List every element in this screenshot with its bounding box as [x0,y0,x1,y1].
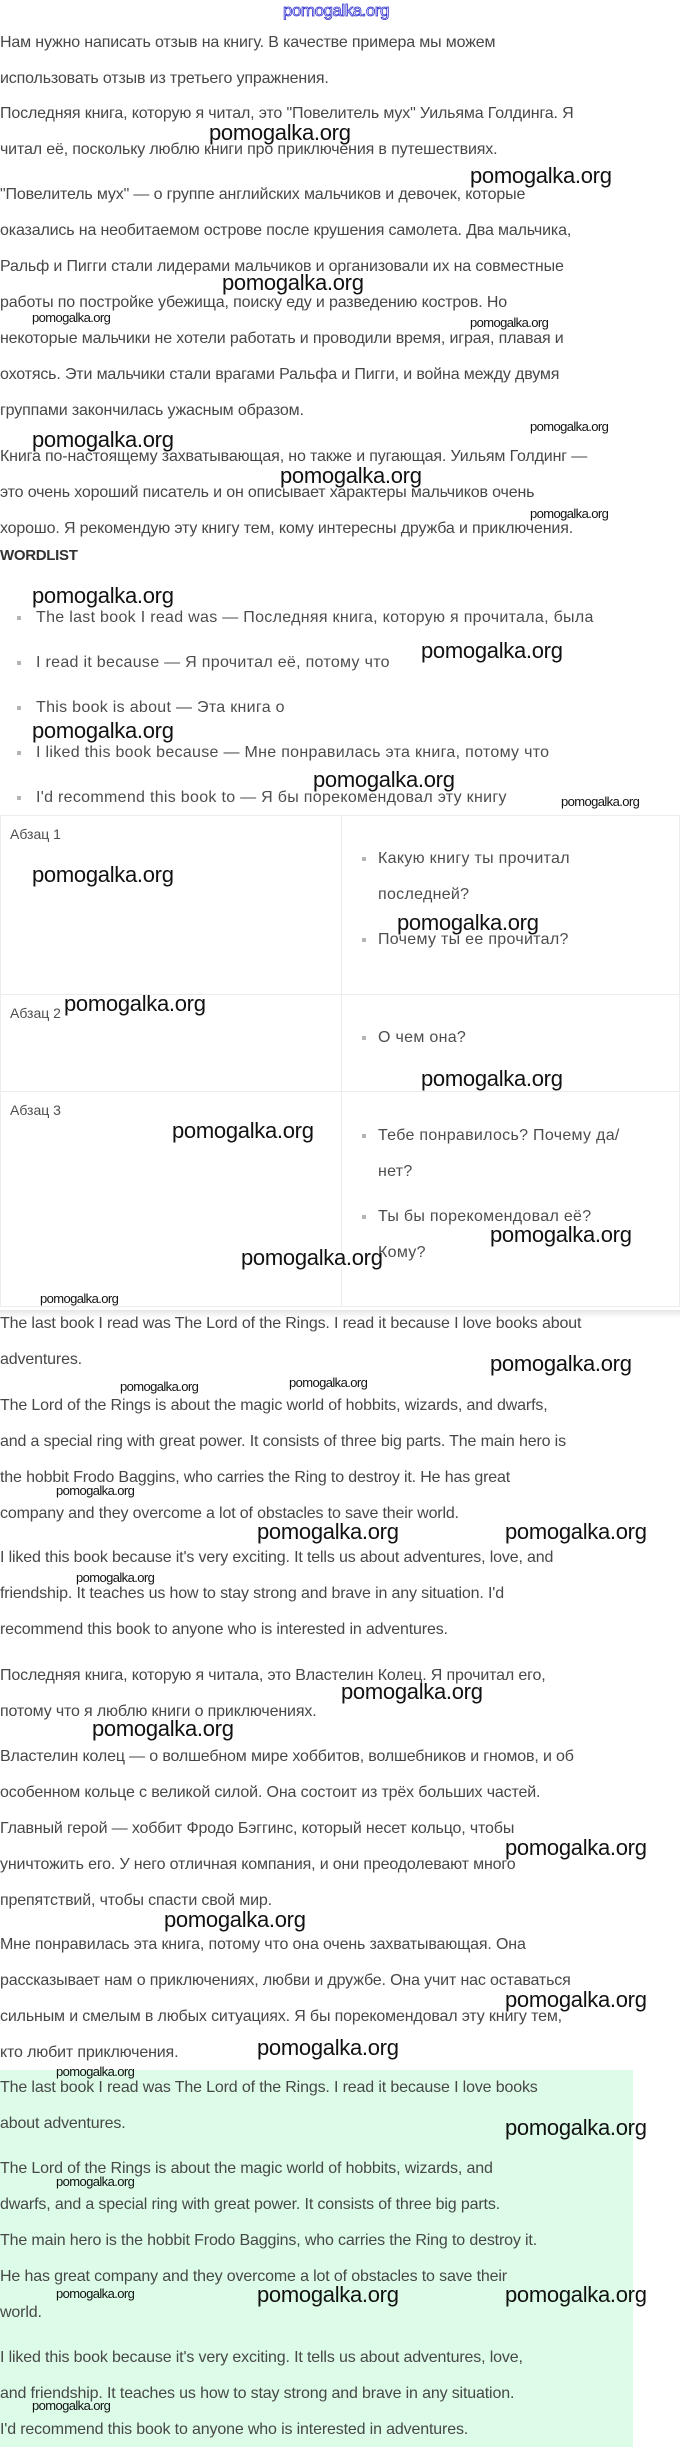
text-line: потому что я люблю книги о приключениях. [0,1703,317,1720]
watermark: pomogalka.org [505,1835,647,1860]
watermark: pomogalka.org [76,1570,155,1585]
text-line: about adventures. [0,2115,126,2132]
text-line: dwarfs, and a special ring with great power. It consists of three big parts. [0,2196,500,2213]
watermark: pomogalka.org [40,1291,119,1306]
intro-paragraph [0,177,680,429]
watermark: pomogalka.org [257,2282,399,2307]
text-line: Властелин колец — о волшебном мире хоббитов, волшебников и гномов, и об [0,1748,574,1765]
watermark: pomogalka.org [64,991,206,1016]
text-line: особенном кольце с великой силой. Она состоит из трёх больших частей. [0,1784,541,1801]
text-line: Ральф и Пигги стали лидерами мальчиков и организовали их на совместные [0,258,564,275]
question-item [378,1020,679,1056]
watermark: pomogalka.org [530,506,609,521]
text-line: adventures. [0,1351,82,1368]
text-line: оказались на необитаемом острове после крушения самолета. Два мальчика, [0,222,572,239]
watermark: pomogalka.org [32,583,174,608]
bullet-icon [17,661,21,665]
watermark: pomogalka.org [209,120,351,145]
text-line: некоторые мальчики не хотели работать и проводили время, играя, плавая и [0,330,564,347]
wordlist-heading: WORDLIST [0,547,78,564]
watermark: pomogalka.org [505,2282,647,2307]
text-line: использовать отзыв из третьего упражнения. [0,70,329,87]
bullet-icon [362,857,366,861]
text-line: recommend this book to anyone who is interested in adventures. [0,1621,448,1638]
wordlist-item [0,775,594,820]
text-line: I'd recommend this book to anyone who is interested in adventures. [0,2421,469,2438]
text-line: хорошо. Я рекомендую эту книгу тем, кому интересны дружба и приключения. [0,520,574,537]
question-text: О чем она? [378,1029,467,1046]
text-line: группами закончилась ужасным образом. [0,402,304,419]
watermark: pomogalka.org [241,1245,383,1270]
text-line: охотясь. Эти мальчики стали врагами Ральфа и Пигги, и война между двумя [0,366,560,383]
text-line: это очень хороший писатель и он описывает характеры мальчиков очень [0,484,535,501]
plan-row [1,816,680,995]
watermark: pomogalka.org [257,2035,399,2060]
question-text: Тебе понравилось? Почему да/ [378,1127,620,1144]
watermark: pomogalka.org [222,270,364,295]
watermark-logo: pomogalka.org [283,1,389,20]
plan-questions-cell [342,816,680,995]
bullet-icon [17,616,21,620]
bullet-icon [362,1134,366,1138]
paragraph-label: Абзац 2 [10,1005,61,1021]
text-line: I liked this book because it's very exciting. It tells us about adventures, love, [0,2349,523,2366]
text-line: "Повелитель мух" — о группе английских мальчиков и девочек, которые [0,186,526,203]
question-text: Ты бы порекомендовал её? [378,1208,592,1225]
text-line: and friendship. It teaches us how to stay strong and brave in any situation. [0,2385,515,2402]
text-line: the hobbit Frodo Baggins, who carries the Ring to destroy it. He has great [0,1469,511,1486]
bullet-icon [17,751,21,755]
watermark: pomogalka.org [120,1379,199,1394]
watermark: pomogalka.org [490,1222,632,1247]
text-line: Мне понравилась эта книга, потому что она очень захватывающая. Она [0,1936,526,1953]
bullet-icon [362,1215,366,1219]
watermark: pomogalka.org [56,2064,135,2079]
text-line: Последняя книга, которую я читала, это Властелин Колец. Я прочитал его, [0,1667,546,1684]
watermark: pomogalka.org [505,1519,647,1544]
text-line: кто любит приключения. [0,2044,179,2061]
question-item [378,841,679,913]
wordlist-item-text: I read it because — Я прочитал её, потому что [36,654,390,671]
watermark: pomogalka.org [32,427,174,452]
watermark: pomogalka.org [56,2174,135,2189]
text-line: The Lord of the Rings is about the magic world of hobbits, wizards, and [0,2160,493,2177]
review-en-paragraph [0,1388,680,1532]
watermark: pomogalka.org [505,1987,647,2012]
watermark: pomogalka.org [530,419,609,434]
text-line: The Lord of the Rings is about the magic world of hobbits, wizards, and dwarfs, [0,1397,548,1414]
wordlist-item-text: This book is about — Эта книга о [36,699,285,716]
watermark: pomogalka.org [92,1716,234,1741]
watermark: pomogalka.org [172,1118,314,1143]
plan-row [1,1092,680,1307]
watermark: pomogalka.org [280,463,422,488]
review-en-paragraph [0,1540,680,1648]
bullet-icon [362,1036,366,1040]
watermark: pomogalka.org [32,310,111,325]
text-line: рассказывает нам о приключениях, любви и дружбе. Она учит нас оставаться [0,1972,571,1989]
text-line: I liked this book because it's very exciting. It tells us about adventures, love, and [0,1549,554,1566]
intro-paragraph [0,439,680,547]
plan-label-cell [1,816,342,995]
bullet-icon [362,938,366,942]
text-line: company and they overcome a lot of obstacles to save their world. [0,1505,459,1522]
text-line: работы по постройке убежища, поиску еду и разведению костров. Но [0,294,507,311]
watermark: pomogalka.org [470,315,549,330]
watermark: pomogalka.org [313,767,455,792]
watermark: pomogalka.org [32,862,174,887]
watermark: pomogalka.org [56,2286,135,2301]
paragraph-label: Абзац 3 [10,1102,61,1118]
watermark: pomogalka.org [32,2398,111,2413]
text-line: The last book I read was The Lord of the Rings. I read it because I love books about [0,1315,582,1332]
text-line: сильным и смелым в любых ситуациях. Я бы порекомендовал эту книгу тем, [0,2008,562,2025]
watermark: pomogalka.org [421,1066,563,1091]
paragraph-label: Абзац 1 [10,826,61,842]
watermark: pomogalka.org [257,1519,399,1544]
text-line: препятствий, чтобы спасти свой мир. [0,1892,272,1909]
question-text: Почему ты ее прочитал? [378,931,569,948]
watermark: pomogalka.org [32,718,174,743]
question-text: нет? [378,1163,413,1180]
wordlist-item-text: I'd recommend this book to — Я бы порекомендовал эту книгу [36,789,507,806]
watermark: pomogalka.org [341,1679,483,1704]
text-line: Нам нужно написать отзыв на книгу. В качестве примера мы можем [0,34,496,51]
wordlist [0,595,594,820]
watermark: pomogalka.org [164,1907,306,1932]
text-line: читал её, поскольку люблю книги про приключения в путешествиях. [0,141,498,158]
watermark: pomogalka.org [421,638,563,663]
watermark: pomogalka.org [56,1483,135,1498]
bullet-icon [17,796,21,800]
plan-questions-cell [342,1092,680,1307]
text-line: and a special ring with great power. It consists of three big parts. The main hero is [0,1433,566,1450]
text-line: He has great company and they overcome a lot of obstacles to save their [0,2268,507,2285]
question-list [342,995,679,1056]
text-line: The main hero is the hobbit Frodo Baggins, who carries the Ring to destroy it. [0,2232,538,2249]
watermark: pomogalka.org [289,1375,368,1390]
text-line: world. [0,2304,42,2321]
watermark: pomogalka.org [470,163,612,188]
review-ru-paragraph [0,1739,680,1919]
question-text: последней? [378,886,470,903]
text-line: Главный герой — хоббит Фродо Бэггинс, который несет кольцо, чтобы [0,1820,515,1837]
question-text: Какую книгу ты прочитал [378,850,570,867]
bullet-icon [17,706,21,710]
question-item [378,1118,679,1190]
question-text: Кому? [378,1244,426,1261]
text-line: уничтожить его. У него отличная компания, и они преодолевают много [0,1856,516,1873]
wordlist-item-text: I liked this book because — Мне понравилась эта книга, потому что [36,744,550,761]
wordlist-item-text: The last book I read was — Последняя книга, которую я прочитала, была [36,609,594,626]
highlighted-paragraph [0,2340,680,2448]
question-list [342,816,679,958]
watermark: pomogalka.org [490,1351,632,1376]
text-line: Последняя книга, которую я читал, это "Повелитель мух" Уильяма Голдинга. Я [0,105,574,122]
watermark: pomogalka.org [397,910,539,935]
text-line: friendship. It teaches us how to stay strong and brave in any situation. I'd [0,1585,504,1602]
intro-paragraph [0,25,680,97]
watermark: pomogalka.org [505,2115,647,2140]
watermark: pomogalka.org [561,794,640,809]
text-line: The last book I read was The Lord of the Rings. I read it because I love books [0,2079,538,2096]
text-line: Книга по-настоящему захватывающая, но также и пугающая. Уильям Голдинг — [0,448,588,465]
